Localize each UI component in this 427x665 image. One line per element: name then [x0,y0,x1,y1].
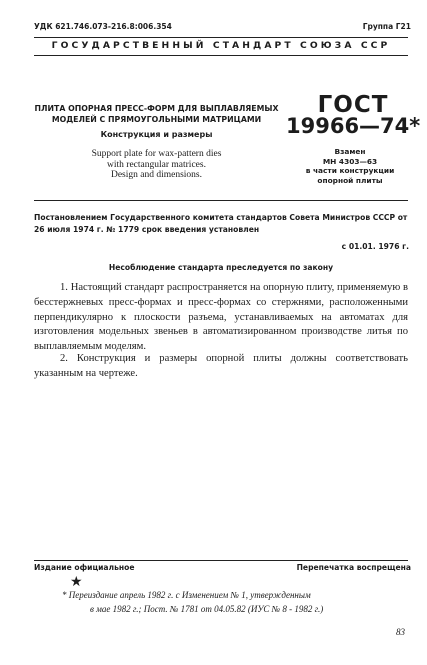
replaces-line-1: Взамен [334,147,366,156]
title-line-2: МОДЕЛЕЙ С ПРЯМОУГОЛЬНЫМИ МАТРИЦАМИ [51,115,262,124]
standard-subtitle: Конструкция и размеры [100,130,213,139]
org-rule [34,55,408,56]
reissue-note-line-1: * Переиздание апрель 1982 г. с Изменением № 1, утвержденным [62,590,311,600]
top-rule [34,37,408,38]
gost-number: 19966—74* [286,114,421,138]
effective-date: с 01.01. 1976 г. [341,242,409,251]
footer-rule [34,560,408,561]
decree-rule [34,200,408,201]
organization-title: ГОСУДАРСТВЕННЫЙ СТАНДАРТ СОЮЗА ССР [51,40,391,51]
replaces-block [290,147,410,185]
english-line-1: Support plate for wax-pattern dies [91,149,222,159]
standard-title [34,103,279,125]
title-line-1: ПЛИТА ОПОРНАЯ ПРЕСС-ФОРМ ДЛЯ ВЫПЛАВЛЯЕМЫХ [34,104,279,113]
paragraph-2 [34,352,408,382]
english-line-3: Design and dimensions. [110,170,203,180]
decree-text: Постановлением Государственного комитета стандартов Совета Министров СССР от 26 июля 1974 г. № 1779 срок введения установлен [34,213,408,234]
reissue-note-line-2: в мае 1982 г.; Пост. № 1781 от 04.05.82 (ИУС № 8 - 1982 г.) [90,604,324,614]
english-title [34,149,279,181]
replaces-line-3: в части конструкции [305,166,395,175]
star-icon: ★ [70,575,83,590]
paragraph-2-text: 2. Конструкция и размеры опорной плиты должны соответствовать указанным на чертеже. [34,353,408,379]
paragraph-1 [34,281,408,355]
page-number: 83 [396,627,405,637]
group-code: Группа Г21 [362,22,411,31]
legal-warning: Несоблюдение стандарта преследуется по закону [108,263,334,272]
reissue-note [34,588,408,616]
gost-label: ГОСТ [317,92,389,118]
official-edition: Издание официальное [34,563,135,572]
paragraph-1-text: 1. Настоящий стандарт распространяется на опорную плиту, применяемую в бесстержневых пресс-формах и пресс-формах со стержнями, расположенными перпендикулярно к плоскости разъема, устанавливаемых на автоматах для изготовления модельных звеньев в автоматизированном производстве литья по выплавляемым моделям. [34,282,408,353]
reprint-prohibited: Перепечатка воспрещена [296,563,411,572]
english-line-2: with rectangular matrices. [107,159,206,170]
replaces-line-2: МН 4303—63 [322,156,378,166]
udk-code: УДК 621.746.073-216.8:006.354 [34,22,172,31]
replaces-line-4: опорной плиты [317,175,383,185]
